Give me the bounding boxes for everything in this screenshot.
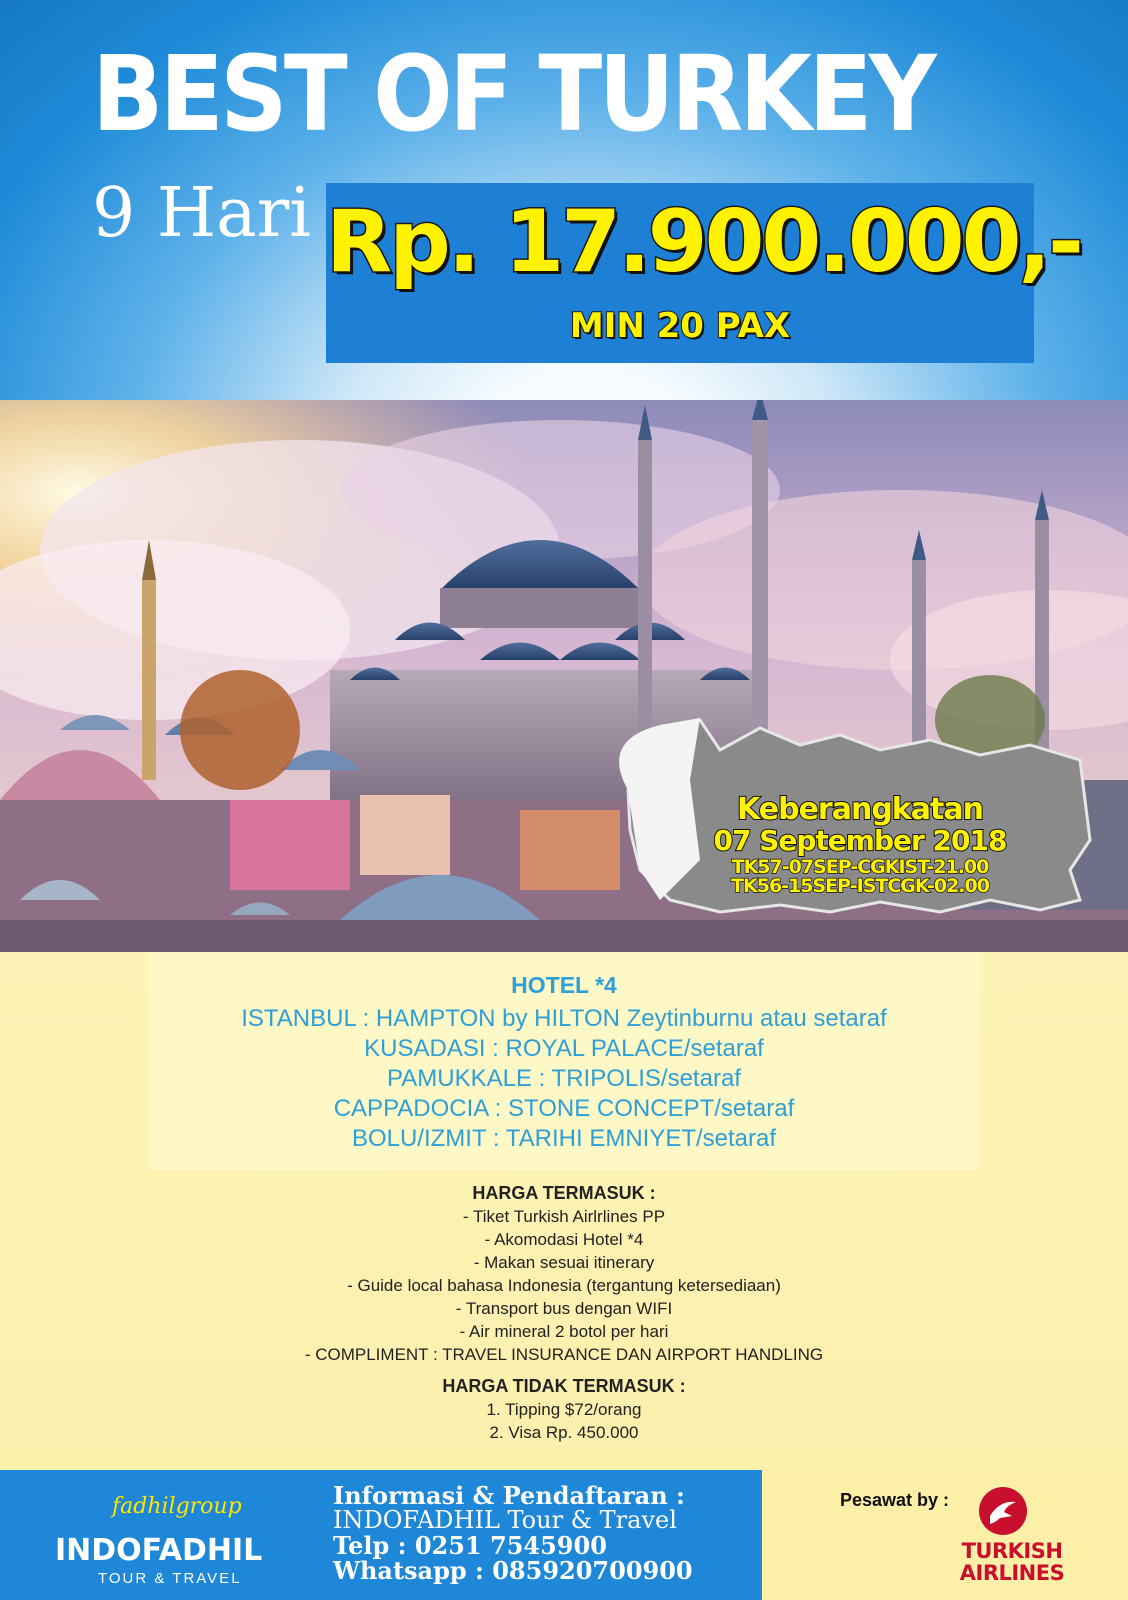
contact-title: Informasi & Pendaftaran : bbox=[333, 1481, 685, 1510]
hotel-title: HOTEL *4 bbox=[511, 972, 617, 998]
hotel-line: KUSADASI : ROYAL PALACE/setaraf bbox=[364, 1035, 764, 1062]
airline-name-line1: TURKISH bbox=[961, 1539, 1063, 1563]
price-box bbox=[326, 183, 1081, 363]
excluded-title: HARGA TIDAK TERMASUK : bbox=[442, 1376, 686, 1396]
contact-phone[interactable]: Telp : 0251 7545900 bbox=[333, 1531, 607, 1560]
flight-back: TK56-15SEP-ISTCGK-02.00 bbox=[731, 875, 989, 897]
departure-date: 07 September 2018 bbox=[713, 824, 1007, 857]
brand-name: INDOFADHIL bbox=[55, 1533, 263, 1568]
hotel-list bbox=[148, 1004, 980, 1154]
included-item: - Transport bus dengan WIFI bbox=[455, 1299, 673, 1318]
hotel-line: PAMUKKALE : TRIPOLIS/setaraf bbox=[387, 1065, 741, 1092]
departure-block bbox=[700, 792, 1020, 897]
tour-duration: 9 Hari bbox=[92, 174, 311, 253]
tour-title: BEST OF TURKEY bbox=[92, 33, 933, 155]
included-item: - Akomodasi Hotel *4 bbox=[484, 1230, 644, 1249]
included-title: HARGA TERMASUK : bbox=[472, 1183, 656, 1203]
excluded-item: 1. Tipping $72/orang bbox=[486, 1400, 642, 1419]
brand-subtitle: TOUR & TRAVEL bbox=[98, 1570, 242, 1587]
contact-company: INDOFADHIL Tour & Travel bbox=[333, 1506, 677, 1534]
hotel-line: ISTANBUL : HAMPTON by HILTON Zeytinburnu atau setaraf bbox=[241, 1005, 887, 1032]
tour-price: Rp. 17.900.000,- bbox=[326, 192, 1081, 292]
min-pax: MIN 20 PAX bbox=[569, 306, 791, 346]
airline-label: Pesawat by : bbox=[840, 1490, 950, 1510]
included-item: - Air mineral 2 botol per hari bbox=[459, 1322, 669, 1341]
airline-name bbox=[944, 1540, 1080, 1584]
included-item: - Guide local bahasa Indonesia (tergantung ketersediaan) bbox=[347, 1276, 781, 1295]
flight-out: TK57-07SEP-CGKIST-21.00 bbox=[731, 856, 989, 878]
hotel-box bbox=[148, 952, 980, 1170]
turkish-airlines-icon bbox=[978, 1486, 1028, 1541]
contact-whatsapp[interactable]: Whatsapp : 085920700900 bbox=[333, 1556, 693, 1585]
contact-info bbox=[333, 1483, 693, 1583]
included-item: - Tiket Turkish Airlrlines PP bbox=[462, 1207, 666, 1226]
hotel-line: BOLU/IZMIT : TARIHI EMNIYET/setaraf bbox=[351, 1125, 777, 1152]
excluded-item: 2. Visa Rp. 450.000 bbox=[489, 1423, 639, 1442]
included-list bbox=[0, 1182, 1128, 1366]
fadhilgroup-logo: fadhilgroup bbox=[112, 1494, 242, 1519]
excluded-list bbox=[0, 1375, 1128, 1444]
airline-name-line2: AIRLINES bbox=[959, 1561, 1065, 1585]
included-item: - Makan sesuai itinerary bbox=[473, 1253, 655, 1272]
hotel-line: CAPPADOCIA : STONE CONCEPT/setaraf bbox=[333, 1095, 795, 1122]
departure-label: Keberangkatan bbox=[737, 792, 983, 827]
included-item: - COMPLIMENT : TRAVEL INSURANCE DAN AIRPORT HANDLING bbox=[304, 1345, 824, 1364]
